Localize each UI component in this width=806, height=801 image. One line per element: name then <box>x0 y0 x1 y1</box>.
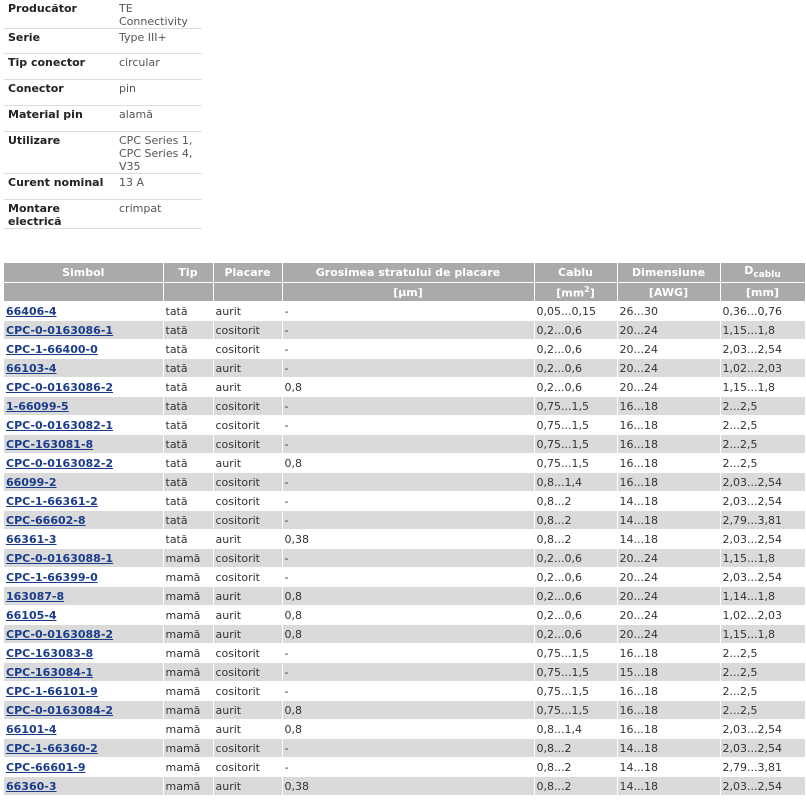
cell-type: mamă <box>163 568 213 587</box>
header-type[interactable]: Tip <box>163 263 213 283</box>
spec-row <box>4 0 202 29</box>
cell-dcable: 1,15...1,8 <box>720 549 805 568</box>
cell-plating: cositorit <box>213 435 282 454</box>
cell-plating: aurit <box>213 302 282 321</box>
product-link[interactable]: CPC-0-0163082-2 <box>6 456 114 470</box>
product-link[interactable]: CPC-66602-8 <box>6 513 86 527</box>
header-dimension[interactable]: Dimensiune <box>617 263 720 283</box>
cell-cable: 0,8...2 <box>534 758 617 777</box>
product-link[interactable]: CPC-0-0163086-1 <box>6 323 114 337</box>
cell-thickness: 0,8 <box>282 625 534 644</box>
units-row <box>4 283 805 302</box>
cell-symbol <box>4 587 163 606</box>
cell-plating: cositorit <box>213 397 282 416</box>
cell-dcable: 2,03...2,54 <box>720 739 805 758</box>
header-dcable[interactable] <box>720 263 805 283</box>
spec-value: TE Connectivity <box>115 0 202 29</box>
cell-thickness: - <box>282 568 534 587</box>
cell-thickness: - <box>282 321 534 340</box>
cell-thickness: - <box>282 340 534 359</box>
cell-cable: 0,2...0,6 <box>534 587 617 606</box>
cell-dcable: 2...2,5 <box>720 644 805 663</box>
cell-type: mamă <box>163 682 213 701</box>
cell-dcable: 2,03...2,54 <box>720 473 805 492</box>
cell-awg: 14...18 <box>617 777 720 796</box>
product-link[interactable]: CPC-0-0163084-2 <box>6 703 114 717</box>
product-link[interactable]: 66101-4 <box>6 722 57 736</box>
cell-thickness: 0,8 <box>282 454 534 473</box>
cell-plating: cositorit <box>213 416 282 435</box>
cell-plating: aurit <box>213 587 282 606</box>
table-row <box>4 340 805 359</box>
cell-type: mamă <box>163 587 213 606</box>
product-link[interactable]: 66406-4 <box>6 304 57 318</box>
cell-awg: 16...18 <box>617 682 720 701</box>
unit-cable <box>534 283 617 302</box>
product-link[interactable]: 163087-8 <box>6 589 65 603</box>
cell-cable: 0,2...0,6 <box>534 568 617 587</box>
cell-cable: 0,75...1,5 <box>534 397 617 416</box>
cell-thickness: - <box>282 473 534 492</box>
cell-symbol <box>4 492 163 511</box>
cell-symbol <box>4 720 163 739</box>
table-row <box>4 378 805 397</box>
cell-awg: 16...18 <box>617 416 720 435</box>
product-link[interactable]: CPC-1-66399-0 <box>6 570 98 584</box>
table-row <box>4 321 805 340</box>
spec-key: Producător <box>4 0 115 29</box>
spec-value: 13 A <box>115 174 202 200</box>
header-row <box>4 263 805 283</box>
table-row <box>4 454 805 473</box>
table-row <box>4 587 805 606</box>
cell-dcable: 1,14...1,8 <box>720 587 805 606</box>
unit-type <box>163 283 213 302</box>
cell-thickness: - <box>282 739 534 758</box>
cell-awg: 15...18 <box>617 663 720 682</box>
cell-dcable: 2,03...2,54 <box>720 340 805 359</box>
cell-symbol <box>4 397 163 416</box>
cell-type: tată <box>163 340 213 359</box>
cell-plating: cositorit <box>213 663 282 682</box>
cell-type: tată <box>163 359 213 378</box>
cell-awg: 16...18 <box>617 644 720 663</box>
unit-symbol <box>4 283 163 302</box>
cell-type: tată <box>163 302 213 321</box>
table-row <box>4 625 805 644</box>
cell-cable: 0,2...0,6 <box>534 340 617 359</box>
cell-cable: 0,8...2 <box>534 739 617 758</box>
cell-thickness: - <box>282 682 534 701</box>
cell-symbol <box>4 682 163 701</box>
cell-cable: 0,75...1,5 <box>534 454 617 473</box>
cell-symbol <box>4 758 163 777</box>
cell-type: mamă <box>163 777 213 796</box>
spec-value: alamă <box>115 106 202 132</box>
cell-cable: 0,8...2 <box>534 530 617 549</box>
spec-key: Utilizare <box>4 132 115 174</box>
table-row <box>4 720 805 739</box>
cell-dcable: 2,03...2,54 <box>720 777 805 796</box>
table-row <box>4 397 805 416</box>
cell-cable: 0,75...1,5 <box>534 682 617 701</box>
cell-plating: cositorit <box>213 511 282 530</box>
cell-cable: 0,75...1,5 <box>534 416 617 435</box>
cell-cable: 0,2...0,6 <box>534 321 617 340</box>
specs-table <box>4 0 202 229</box>
table-row <box>4 530 805 549</box>
product-link[interactable]: CPC-0-0163088-2 <box>6 627 114 641</box>
cell-thickness: - <box>282 435 534 454</box>
cell-dcable: 1,02...2,03 <box>720 606 805 625</box>
spec-key: Curent nominal <box>4 174 115 200</box>
cell-plating: aurit <box>213 701 282 720</box>
cell-type: mamă <box>163 701 213 720</box>
product-link[interactable]: CPC-163083-8 <box>6 646 94 660</box>
product-link[interactable]: CPC-1-66101-9 <box>6 684 98 698</box>
cell-cable: 0,2...0,6 <box>534 625 617 644</box>
product-link[interactable]: CPC-66601-9 <box>6 760 86 774</box>
cell-symbol <box>4 454 163 473</box>
cell-thickness: 0,8 <box>282 587 534 606</box>
spec-value: crimpat <box>115 200 202 229</box>
cell-awg: 20...24 <box>617 321 720 340</box>
cell-awg: 20...24 <box>617 625 720 644</box>
cell-plating: aurit <box>213 777 282 796</box>
cell-awg: 14...18 <box>617 758 720 777</box>
header-plating[interactable]: Placare <box>213 263 282 283</box>
spec-row <box>4 54 202 80</box>
spec-row <box>4 200 202 229</box>
cell-awg: 20...24 <box>617 568 720 587</box>
cell-awg: 16...18 <box>617 701 720 720</box>
cell-plating: aurit <box>213 359 282 378</box>
cell-awg: 20...24 <box>617 359 720 378</box>
unit-cable-suffix: ] <box>589 286 595 300</box>
cell-awg: 20...24 <box>617 340 720 359</box>
cell-type: tată <box>163 473 213 492</box>
table-row <box>4 663 805 682</box>
cell-plating: cositorit <box>213 568 282 587</box>
table-row <box>4 777 805 796</box>
table-row <box>4 606 805 625</box>
unit-cable-exp: 2 <box>584 284 590 294</box>
cell-dcable: 2...2,5 <box>720 663 805 682</box>
cell-thickness: 0,38 <box>282 530 534 549</box>
spec-row <box>4 80 202 106</box>
cell-plating: cositorit <box>213 644 282 663</box>
cell-cable: 0,2...0,6 <box>534 378 617 397</box>
cell-cable: 0,8...1,4 <box>534 473 617 492</box>
spec-value: Type III+ <box>115 29 202 54</box>
spec-row <box>4 29 202 54</box>
cell-dcable: 0,36...0,76 <box>720 302 805 321</box>
cell-thickness: 0,8 <box>282 606 534 625</box>
cell-type: tată <box>163 397 213 416</box>
unit-dimension: [AWG] <box>617 283 720 302</box>
cell-cable: 0,75...1,5 <box>534 644 617 663</box>
cell-plating: aurit <box>213 625 282 644</box>
table-row <box>4 359 805 378</box>
cell-dcable: 2...2,5 <box>720 416 805 435</box>
product-link[interactable]: CPC-1-66361-2 <box>6 494 98 508</box>
cell-type: mamă <box>163 549 213 568</box>
cell-dcable: 1,15...1,8 <box>720 625 805 644</box>
cell-symbol <box>4 777 163 796</box>
product-link[interactable]: 66099-2 <box>6 475 57 489</box>
cell-symbol <box>4 321 163 340</box>
cell-dcable: 1,15...1,8 <box>720 378 805 397</box>
cell-symbol <box>4 378 163 397</box>
table-row <box>4 549 805 568</box>
cell-symbol <box>4 644 163 663</box>
cell-cable: 0,75...1,5 <box>534 663 617 682</box>
cell-awg: 20...24 <box>617 587 720 606</box>
table-row <box>4 739 805 758</box>
cell-type: mamă <box>163 663 213 682</box>
cell-awg: 16...18 <box>617 397 720 416</box>
cell-awg: 20...24 <box>617 606 720 625</box>
header-symbol[interactable]: Simbol <box>4 263 163 283</box>
cell-plating: aurit <box>213 530 282 549</box>
cell-type: mamă <box>163 739 213 758</box>
cell-dcable: 2...2,5 <box>720 682 805 701</box>
cell-dcable: 2...2,5 <box>720 435 805 454</box>
cell-awg: 14...18 <box>617 492 720 511</box>
cell-thickness: - <box>282 549 534 568</box>
cell-awg: 16...18 <box>617 473 720 492</box>
cell-thickness: 0,8 <box>282 720 534 739</box>
product-link[interactable]: 66360-3 <box>6 779 57 793</box>
spec-row <box>4 132 202 174</box>
table-row <box>4 644 805 663</box>
cell-thickness: 0,38 <box>282 777 534 796</box>
product-link[interactable]: 66105-4 <box>6 608 57 622</box>
cell-dcable: 2,03...2,54 <box>720 568 805 587</box>
cell-thickness: - <box>282 492 534 511</box>
cell-thickness: - <box>282 416 534 435</box>
cell-type: mamă <box>163 625 213 644</box>
cell-symbol <box>4 606 163 625</box>
cell-thickness: - <box>282 663 534 682</box>
cell-plating: cositorit <box>213 549 282 568</box>
cell-dcable: 2,03...2,54 <box>720 530 805 549</box>
cell-dcable: 1,15...1,8 <box>720 321 805 340</box>
cell-symbol <box>4 701 163 720</box>
cell-awg: 26...30 <box>617 302 720 321</box>
cell-symbol <box>4 568 163 587</box>
unit-thickness: [µm] <box>282 283 534 302</box>
cell-type: tată <box>163 454 213 473</box>
cell-awg: 16...18 <box>617 435 720 454</box>
cell-awg: 20...24 <box>617 378 720 397</box>
cell-dcable: 1,02...2,03 <box>720 359 805 378</box>
spec-key: Material pin <box>4 106 115 132</box>
cell-symbol <box>4 302 163 321</box>
cell-plating: cositorit <box>213 739 282 758</box>
table-row <box>4 302 805 321</box>
cell-symbol <box>4 663 163 682</box>
cell-plating: aurit <box>213 454 282 473</box>
cell-thickness: 0,8 <box>282 378 534 397</box>
table-row <box>4 416 805 435</box>
cell-cable: 0,2...0,6 <box>534 359 617 378</box>
unit-plating <box>213 283 282 302</box>
cell-cable: 0,8...2 <box>534 777 617 796</box>
spec-row <box>4 106 202 132</box>
header-dcable-main: D <box>744 264 754 278</box>
spec-key: Montare electrică <box>4 200 115 229</box>
cell-cable: 0,2...0,6 <box>534 606 617 625</box>
cell-plating: cositorit <box>213 473 282 492</box>
cell-cable: 0,05...0,15 <box>534 302 617 321</box>
table-row <box>4 701 805 720</box>
cell-plating: cositorit <box>213 340 282 359</box>
table-row <box>4 511 805 530</box>
cell-plating: aurit <box>213 720 282 739</box>
header-cable[interactable]: Cablu <box>534 263 617 283</box>
cell-symbol <box>4 739 163 758</box>
cell-thickness: - <box>282 359 534 378</box>
cell-plating: cositorit <box>213 321 282 340</box>
cell-symbol <box>4 473 163 492</box>
spec-value: pin <box>115 80 202 106</box>
spec-value: circular <box>115 54 202 80</box>
cell-symbol <box>4 435 163 454</box>
cell-dcable: 2...2,5 <box>720 454 805 473</box>
cell-symbol <box>4 359 163 378</box>
product-link[interactable]: 1-66099-5 <box>6 399 69 413</box>
product-link[interactable]: 66103-4 <box>6 361 57 375</box>
cell-thickness: - <box>282 397 534 416</box>
cell-thickness: 0,8 <box>282 701 534 720</box>
cell-cable: 0,75...1,5 <box>534 701 617 720</box>
spec-key: Serie <box>4 29 115 54</box>
product-link[interactable]: CPC-0-0163088-1 <box>6 551 114 565</box>
cell-awg: 14...18 <box>617 530 720 549</box>
cell-type: mamă <box>163 720 213 739</box>
table-row <box>4 492 805 511</box>
cell-cable: 0,8...2 <box>534 511 617 530</box>
cell-type: mamă <box>163 758 213 777</box>
cell-thickness: - <box>282 758 534 777</box>
cell-type: tată <box>163 435 213 454</box>
cell-type: tată <box>163 321 213 340</box>
product-link[interactable]: CPC-0-0163082-1 <box>6 418 114 432</box>
cell-symbol <box>4 416 163 435</box>
product-link[interactable]: CPC-1-66400-0 <box>6 342 98 356</box>
table-row <box>4 568 805 587</box>
spec-row <box>4 174 202 200</box>
spec-value: CPC Series 1, CPC Series 4, V35 <box>115 132 202 174</box>
table-row <box>4 682 805 701</box>
cell-awg: 20...24 <box>617 549 720 568</box>
spec-key: Conector <box>4 80 115 106</box>
header-dcable-sub: cablu <box>753 270 781 281</box>
table-row <box>4 473 805 492</box>
cell-type: tată <box>163 378 213 397</box>
cell-plating: cositorit <box>213 682 282 701</box>
cell-type: tată <box>163 492 213 511</box>
product-link[interactable]: CPC-1-66360-2 <box>6 741 98 755</box>
product-link[interactable]: CPC-163081-8 <box>6 437 94 451</box>
unit-cable-prefix: [mm <box>556 286 585 300</box>
products-table <box>4 263 806 796</box>
cell-symbol <box>4 530 163 549</box>
cell-awg: 16...18 <box>617 720 720 739</box>
table-row <box>4 435 805 454</box>
cell-thickness: - <box>282 644 534 663</box>
cell-dcable: 2...2,5 <box>720 397 805 416</box>
cell-cable: 0,75...1,5 <box>534 435 617 454</box>
cell-symbol <box>4 625 163 644</box>
cell-cable: 0,8...1,4 <box>534 720 617 739</box>
cell-awg: 14...18 <box>617 511 720 530</box>
spec-key: Tip conector <box>4 54 115 80</box>
cell-type: mamă <box>163 606 213 625</box>
cell-plating: aurit <box>213 606 282 625</box>
cell-dcable: 2,79...3,81 <box>720 758 805 777</box>
cell-type: tată <box>163 511 213 530</box>
cell-cable: 0,2...0,6 <box>534 549 617 568</box>
product-link[interactable]: CPC-163084-1 <box>6 665 94 679</box>
cell-plating: cositorit <box>213 758 282 777</box>
cell-type: mamă <box>163 644 213 663</box>
cell-dcable: 2,03...2,54 <box>720 720 805 739</box>
cell-awg: 16...18 <box>617 454 720 473</box>
header-thickness[interactable]: Grosimea stratului de placare <box>282 263 534 283</box>
cell-awg: 14...18 <box>617 739 720 758</box>
table-row <box>4 758 805 777</box>
cell-plating: cositorit <box>213 492 282 511</box>
cell-symbol <box>4 511 163 530</box>
cell-type: tată <box>163 530 213 549</box>
cell-thickness: - <box>282 302 534 321</box>
cell-cable: 0,8...2 <box>534 492 617 511</box>
cell-thickness: - <box>282 511 534 530</box>
cell-type: tată <box>163 416 213 435</box>
cell-symbol <box>4 549 163 568</box>
unit-dcable: [mm] <box>720 283 805 302</box>
product-link[interactable]: CPC-0-0163086-2 <box>6 380 114 394</box>
cell-symbol <box>4 340 163 359</box>
product-link[interactable]: 66361-3 <box>6 532 57 546</box>
cell-dcable: 2,79...3,81 <box>720 511 805 530</box>
cell-dcable: 2...2,5 <box>720 701 805 720</box>
cell-dcable: 2,03...2,54 <box>720 492 805 511</box>
cell-plating: aurit <box>213 378 282 397</box>
